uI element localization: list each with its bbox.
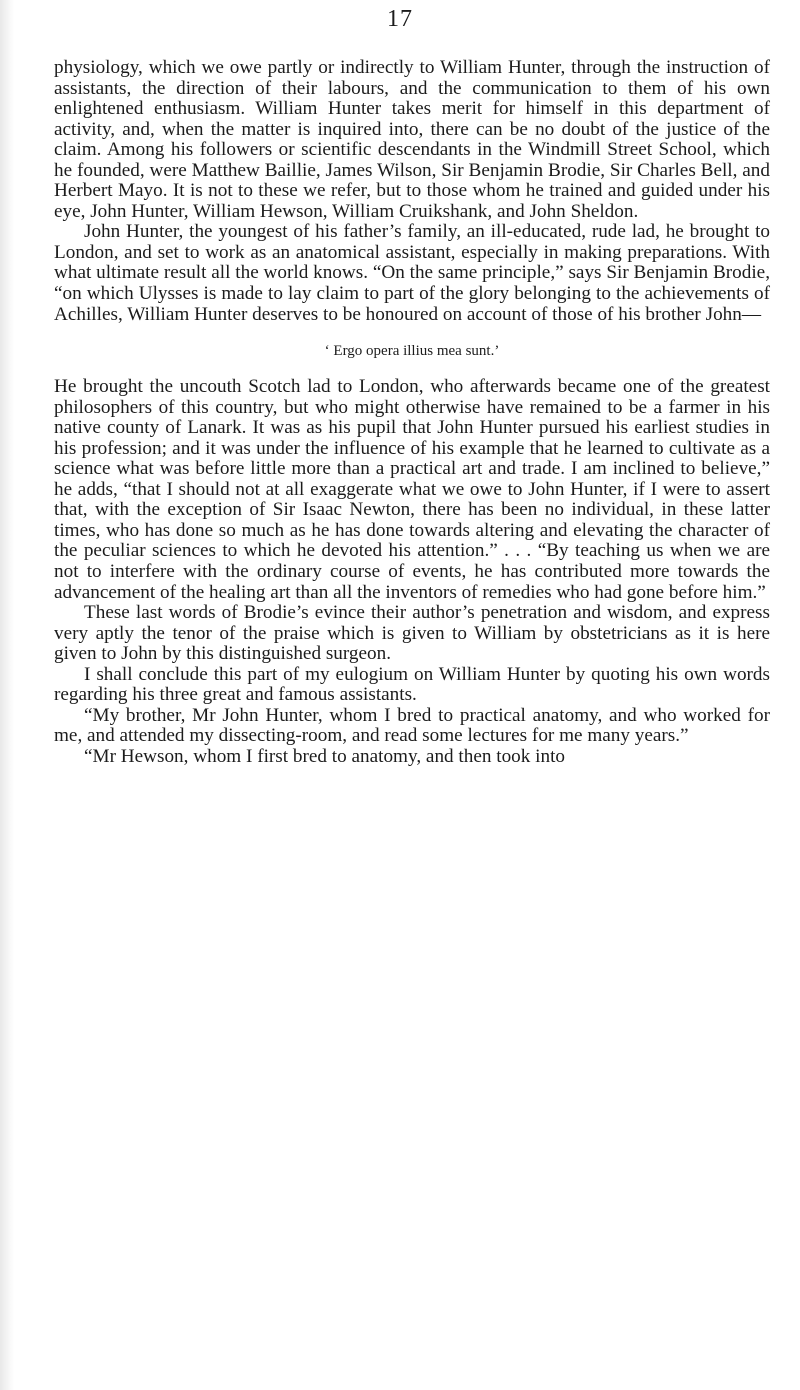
paragraph-1: physiology, which we owe partly or indirectly to William Hunter, through the instruction of assistants, the direction of their labours, and the communication to them of his own enlightened enthusiasm. William Hunter takes merit for himself in this department of activity, and, when the matter is inquired into, there can be no doubt of the justice of the claim. Among his followers or scientific descendants in the Windmill Street School, which he founded, were Matthew Baillie, James Wilson, Sir Benjamin Brodie, Sir Charles Bell, and Herbert Mayo. It is not to these we refer, but to those whom he trained and guided under his eye, John Hunter, William Hewson, William Cruikshank, and John Sheldon. xyxy=(54,57,770,222)
page-gutter-shadow xyxy=(0,0,14,1390)
latin-quotation: ‘ Ergo opera illius mea sunt.’ xyxy=(324,343,500,360)
paragraph-7: “Mr Hewson, whom I first bred to anatomy, and then took into xyxy=(84,745,566,767)
body-text xyxy=(54,58,770,768)
paragraph-5: I shall conclude this part of my eulogium on William Hunter by quoting his own words regarding his three great and famous assistants. xyxy=(54,663,770,706)
page-number: 17 xyxy=(387,6,413,32)
paragraph-4: These last words of Brodie’s evince their author’s penetration and wisdom, and express very aptly the tenor of the praise which is given to William by obstetricians as it is here given to John by this distinguished surgeon. xyxy=(54,602,770,665)
paragraph-2: John Hunter, the youngest of his father’s family, an ill-educated, rude lad, he brought to London, and set to work as an anatomical assistant, especially in making preparations. With what ultimate result all the world knows. “On the same principle,” says Sir Benjamin Brodie, “on which Ulysses is made to lay claim to part of the glory belonging to the achievements of Achilles, William Hunter deserves to be honoured on account of those of his brother John— xyxy=(54,221,770,325)
paragraph-3: He brought the uncouth Scotch lad to London, who afterwards became one of the greatest philosophers of this country, but who might otherwise have remained to be a farmer in his native county of Lanark. It was as his pupil that John Hunter pursued his earliest studies in his profession; and it was under the influence of his example that he learned to cultivate as a science what was before little more than a practical art and trade. I am inclined to believe,” he adds, “that I should not at all exaggerate what we owe to John Hunter, if I were to assert that, with the exception of Sir Isaac Newton, there has been no individual, in these latter times, who has done so much as he has done towards altering and elevating the character of the peculiar sciences to which he devoted his attention.” . . . “By teaching us when we are not to interfere with the ordinary course of events, he has contributed more towards the advancement of the healing art than all the inventors of remedies who had gone before him.” xyxy=(54,376,770,603)
paragraph-6: “My brother, Mr John Hunter, whom I bred to practical anatomy, and who worked for me, and attended my dissecting-room, and read some lectures for me many years.” xyxy=(54,704,770,747)
